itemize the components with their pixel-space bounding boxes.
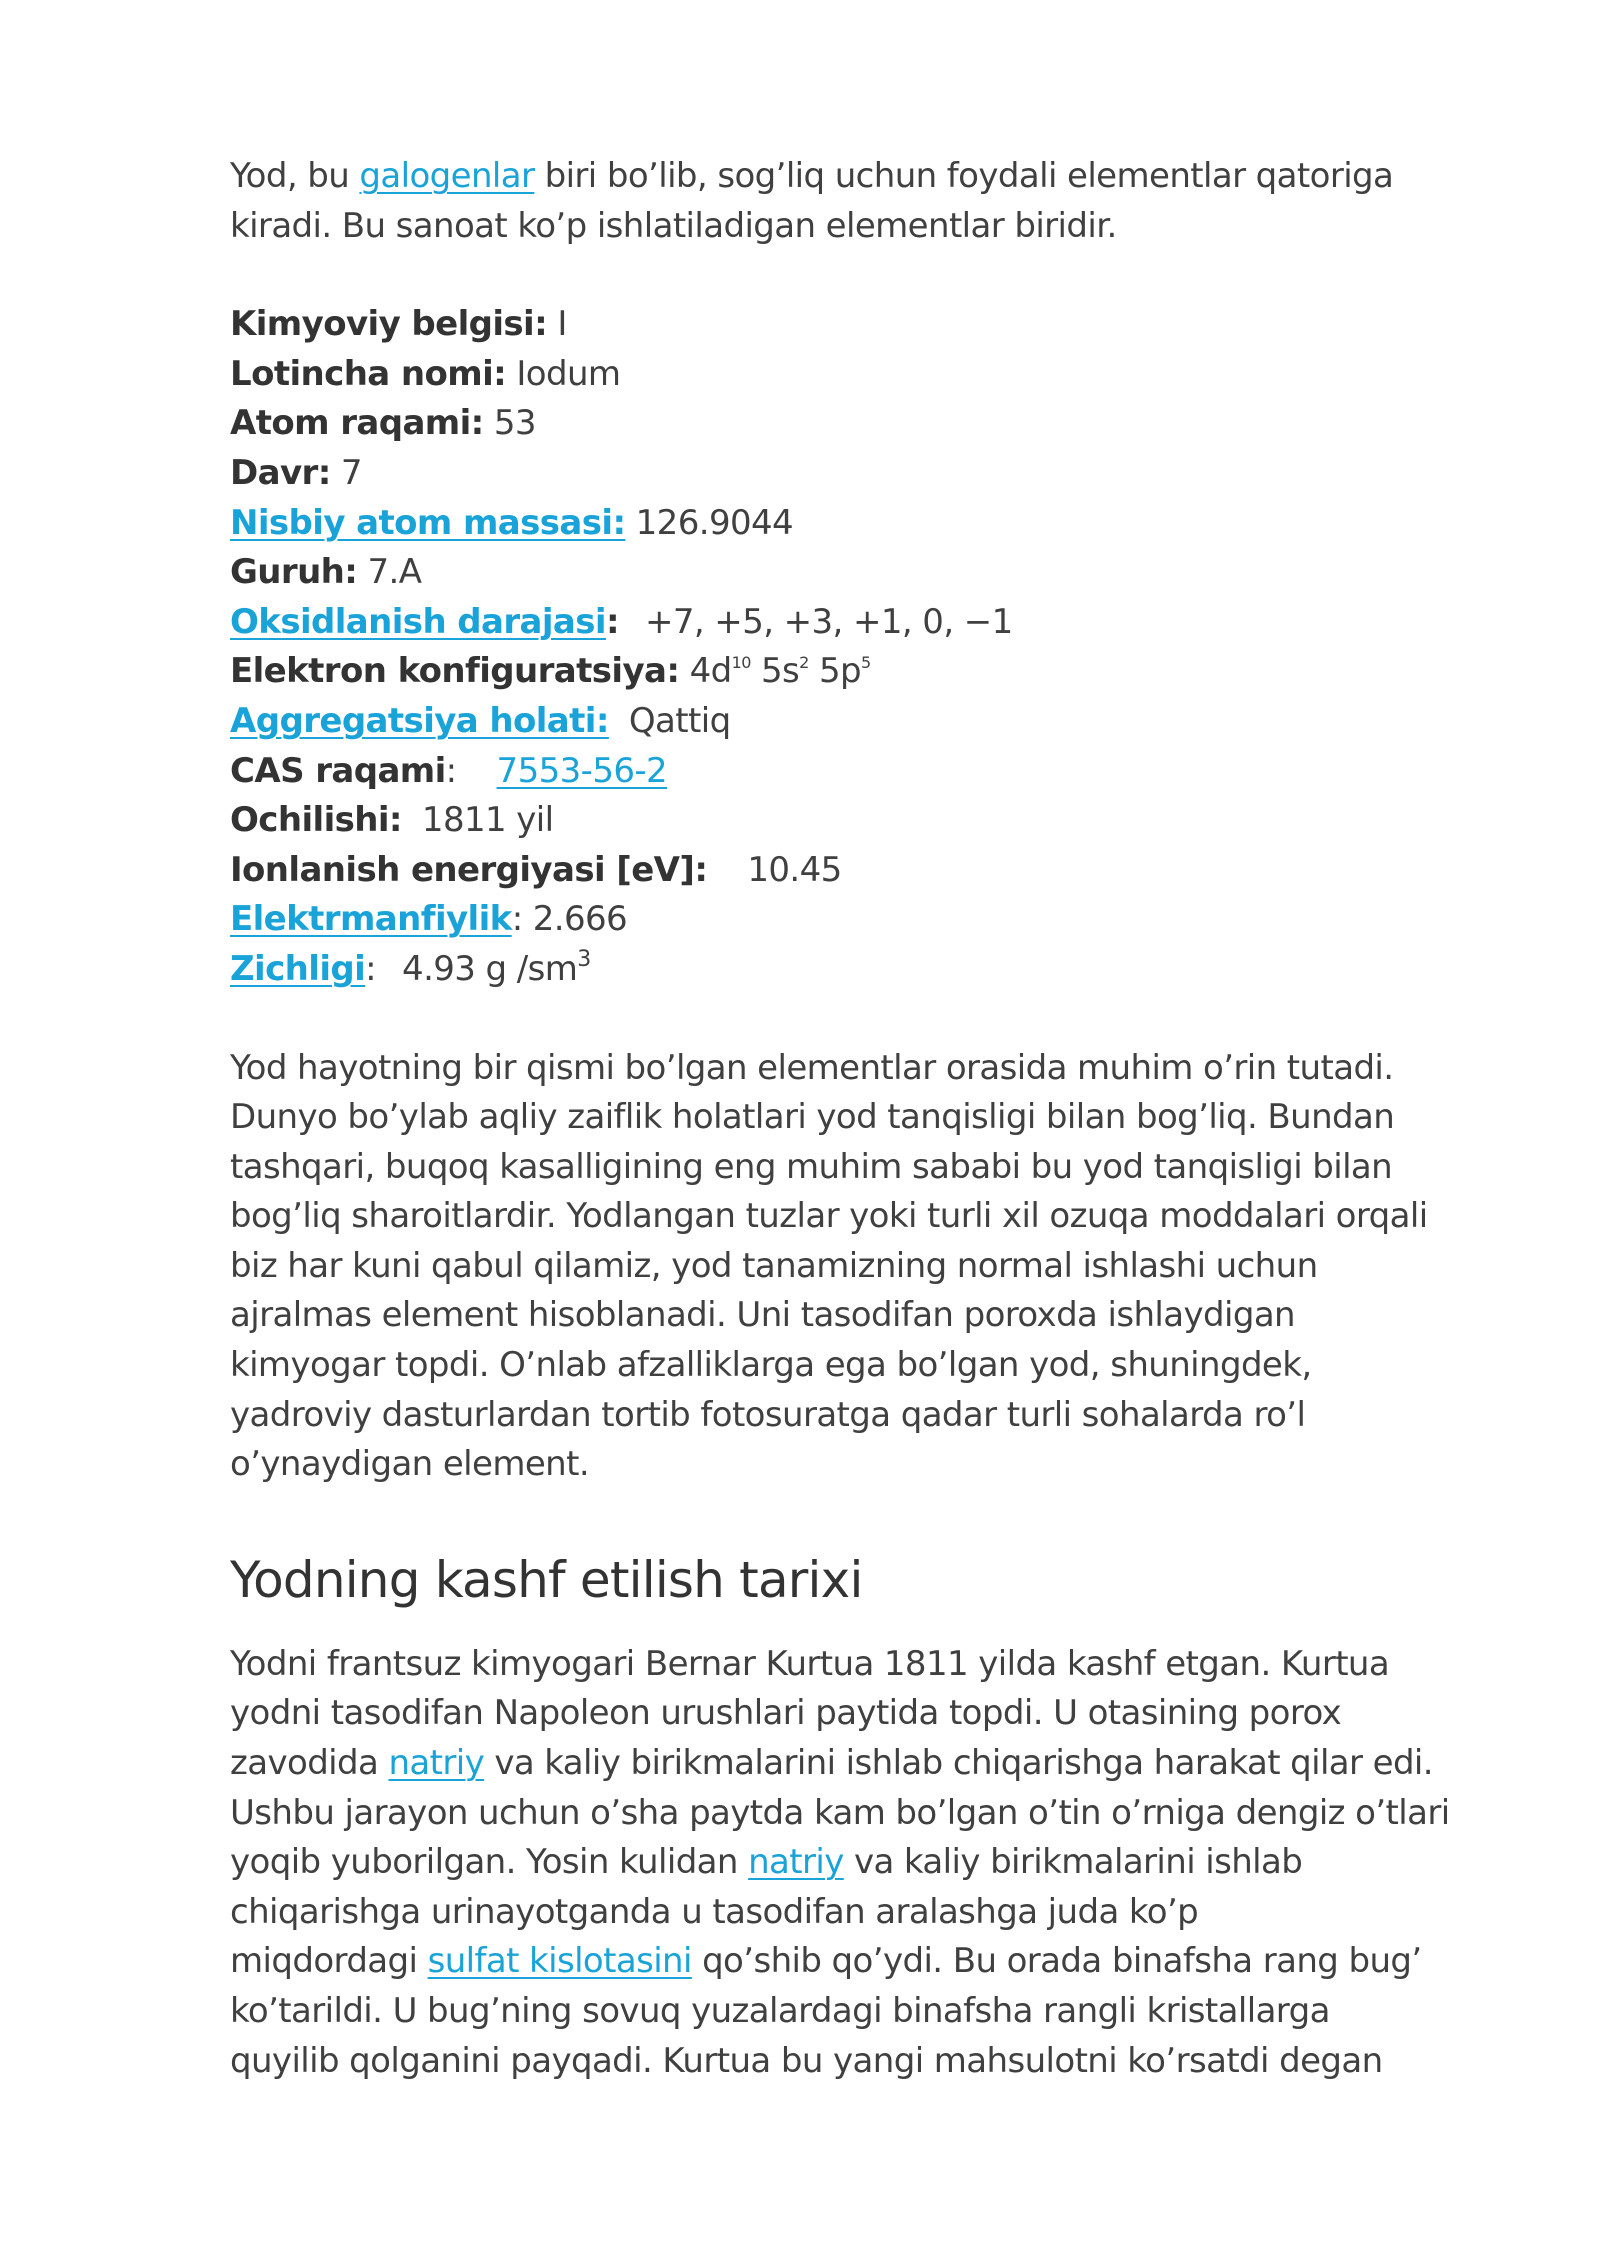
prop-value: : 2.666 <box>511 899 628 940</box>
text-line: Yod hayotning bir qismi bo’lgan elementlar orasida muhim o’rin tutadi. <box>230 1047 1394 1088</box>
prop-label: Lotincha nomi: <box>230 353 507 394</box>
prop-atomic-mass <box>230 499 1530 549</box>
text-line: quyilib qolganini payqadi. Kurtua bu yangi mahsulotni ko’rsatdi degan <box>230 2040 1383 2081</box>
prop-value: I <box>547 304 567 345</box>
prop-electronegativity <box>230 895 1530 945</box>
text-line: biz har kuni qabul qilamiz, yod tanamizning normal ishlashi uchun <box>230 1245 1318 1286</box>
history-paragraph <box>230 1640 1530 2086</box>
text-line: bog’liq sharoitlardir. Yodlangan tuzlar yoki turli xil ozuqa moddalari orqali <box>230 1196 1428 1237</box>
prop-group <box>230 548 1530 598</box>
text-line: Ushbu jarayon uchun o’sha paytda kam bo’lgan o’tin o’rniga dengiz o’tlari <box>230 1792 1450 1833</box>
prop-atomic-number <box>230 399 1530 449</box>
prop-value: 1811 yil <box>421 800 554 841</box>
prop-value: 126.9044 <box>625 502 794 543</box>
text-span: va kaliy birikmalarini ishlab chiqarishga harakat qilar edi. <box>484 1743 1433 1784</box>
prop-value: 10.45 <box>747 849 842 890</box>
prop-symbol <box>230 300 1530 350</box>
prop-value: +7, +5, +3, +1, 0, −1 <box>644 601 1013 642</box>
text-line: Yodni frantsuz kimyogari Bernar Kurtua 1811 yilda kashf etgan. Kurtua <box>230 1643 1390 1684</box>
prop-oxidation <box>230 598 1530 648</box>
prop-separator: : <box>605 601 619 642</box>
prop-label: Davr: <box>230 452 331 493</box>
link-aggregate-state[interactable]: Aggregatsiya holati: <box>230 700 609 741</box>
text-span: zavodida <box>230 1743 389 1784</box>
prop-label: CAS raqami <box>230 750 446 791</box>
intro-paragraph <box>230 152 1530 251</box>
prop-separator: : <box>445 750 457 791</box>
link-density[interactable]: Zichligi <box>230 948 366 989</box>
prop-label: Ochilishi: <box>230 800 402 841</box>
link-cas-number[interactable]: 7553-56-2 <box>496 750 668 791</box>
text-line: yadroviy dasturlardan tortib fotosuratga qadar turli sohalarda ro’l <box>230 1394 1306 1435</box>
text-line <box>230 1838 1530 1888</box>
text-line: ajralmas element hisoblanadi. Uni tasodifan poroxda ishlaydigan <box>230 1295 1296 1336</box>
link-galogenlar[interactable]: galogenlar <box>359 156 535 196</box>
prop-value: 7 <box>330 452 362 493</box>
prop-period <box>230 449 1530 499</box>
prop-label: Kimyoviy belgisi: <box>230 304 548 345</box>
text-line <box>230 1937 1530 1987</box>
text-line <box>230 1739 1530 1789</box>
text-span: yoqib yuborilgan. Yosin kulidan <box>230 1842 749 1883</box>
prop-latin-name <box>230 350 1530 400</box>
superscript: 3 <box>577 946 591 972</box>
prop-value: 7.A <box>357 552 422 593</box>
prop-value: Iodum <box>506 353 621 394</box>
text-line <box>230 152 1530 202</box>
prop-density <box>230 945 1530 995</box>
prop-value: 4.93 g /sm <box>402 948 578 989</box>
text-line: chiqarishga urinayotganda u tasodifan aralashga juda ko’p <box>230 1891 1199 1932</box>
link-natriy[interactable]: natriy <box>388 1743 485 1784</box>
text-span: Yod, bu <box>230 156 360 196</box>
superscript: 5 <box>860 653 871 673</box>
prop-label: Ionlanish energiyasi [eV]: <box>230 849 708 890</box>
prop-ionization-energy <box>230 846 1530 896</box>
prop-value: Qattiq <box>628 700 731 741</box>
text-span: va kaliy birikmalarini ishlab <box>843 1842 1303 1883</box>
text-line: kimyogar topdi. O’nlab afzalliklarga ega bo’lgan yod, shuningdek, <box>230 1345 1312 1386</box>
superscript: 10 <box>731 653 751 673</box>
article-content <box>230 152 1530 2086</box>
prop-value: 5p <box>808 651 861 692</box>
link-oxidation-state[interactable]: Oksidlanish darajasi <box>230 601 606 642</box>
body-paragraph <box>230 1044 1530 1490</box>
prop-label: Atom raqami: <box>230 403 484 444</box>
section-heading: Yodning kashf etilish tarixi <box>230 1550 863 1609</box>
link-atomic-mass[interactable]: Nisbiy atom massasi: <box>230 502 626 543</box>
text-span: qo’shib qo’ydi. Bu orada binafsha rang bug’ <box>691 1941 1422 1982</box>
superscript: 2 <box>799 653 809 673</box>
prop-electron-config <box>230 647 1530 697</box>
prop-value: 4d <box>679 651 732 692</box>
prop-value: 53 <box>483 403 536 444</box>
text-line: Dunyo bo’ylab aqliy zaiflik holatlari yod tanqisligi bilan bog’liq. Bundan <box>230 1097 1395 1138</box>
text-span: miqdordagi <box>230 1941 428 1982</box>
prop-cas-number <box>230 747 1530 797</box>
prop-separator: : <box>365 948 377 989</box>
text-line: tashqari, buqoq kasalligining eng muhim sababi bu yod tanqisligi bilan <box>230 1146 1393 1187</box>
text-line: ko’tarildi. U bug’ning sovuq yuzalardagi binafsha rangli kristallarga <box>230 1991 1330 2031</box>
text-line: o’ynaydigan element. <box>230 1444 590 1485</box>
prop-value: 5s <box>750 651 800 692</box>
text-line: kiradi. Bu sanoat ko’p ishlatiladigan elementlar biridir. <box>230 205 1117 246</box>
prop-label: Guruh: <box>230 552 358 593</box>
element-properties-list <box>230 300 1530 994</box>
prop-label: Elektron konfiguratsiya: <box>230 651 680 692</box>
prop-discovery <box>230 796 1530 846</box>
text-line: yodni tasodifan Napoleon urushlari paytida topdi. U otasining porox <box>230 1693 1342 1734</box>
link-sulfat-kislotasi[interactable]: sulfat kislotasini <box>427 1941 692 1982</box>
link-electronegativity[interactable]: Elektrmanfiylik <box>230 899 512 940</box>
link-natriy-2[interactable]: natriy <box>748 1842 844 1883</box>
prop-aggregate-state <box>230 697 1530 747</box>
text-span: biri bo’lib, sog’liq uchun foydali elementlar qatoriga <box>534 156 1394 196</box>
